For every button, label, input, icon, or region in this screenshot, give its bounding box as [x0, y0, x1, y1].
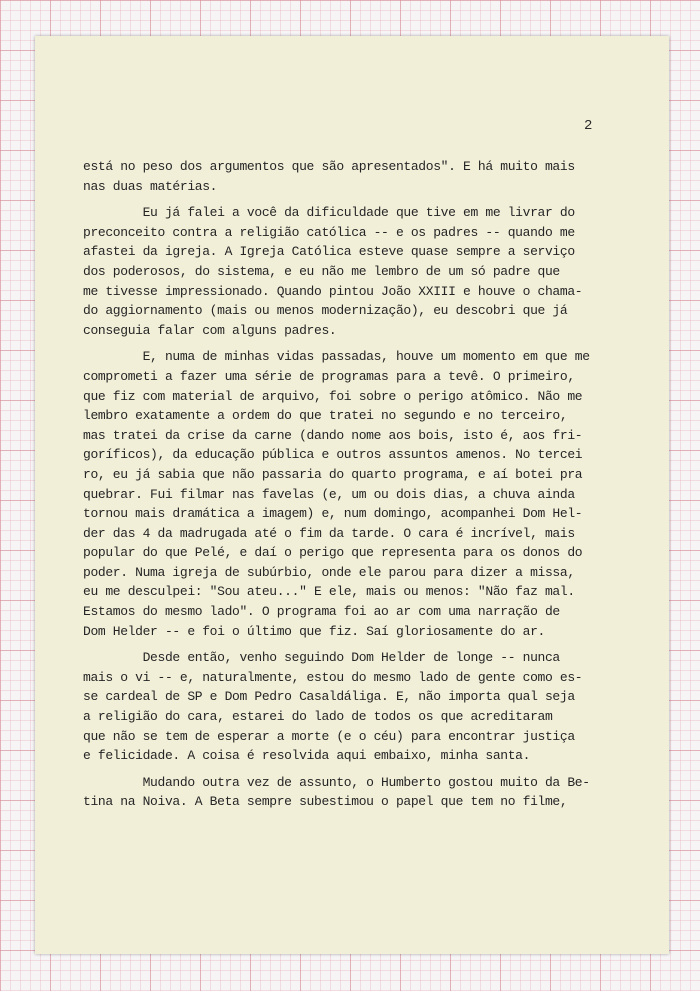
paragraph-gap [83, 766, 613, 773]
text-line: tina na Noiva. A Beta sempre subestimou o papel que tem no filme, [83, 794, 568, 810]
text-line: se cardeal de SP e Dom Pedro Casaldáliga. E, não importa qual seja [83, 689, 575, 705]
text-line: E, numa de minhas vidas passadas, houve um momento em que me [83, 349, 590, 365]
text-line: tornou mais dramática a imagem) e, num domingo, acompanhei Dom Hel- [83, 506, 583, 522]
text-line: popular do que Pelé, e daí o perigo que representa para os donos do [83, 545, 583, 561]
text-line: que fiz com material de arquivo, foi sobre o perigo atômico. Não me [83, 388, 583, 404]
text-line: Estamos do mesmo lado". O programa foi ao ar com uma narração de [83, 604, 560, 620]
text-line: conseguia falar com alguns padres. [83, 322, 337, 338]
page-number: 2 [584, 118, 593, 134]
text-line: der das 4 da madrugada até o fim da tarde. O cara é incrível, mais [83, 525, 575, 541]
text-line: Eu já falei a você da dificuldade que tive em me livrar do [83, 205, 575, 221]
text-line: afastei da igreja. A Igreja Católica esteve quase sempre a serviço [83, 244, 575, 260]
paragraph-gap [83, 340, 613, 347]
text-line: me tivesse impressionado. Quando pintou João XXIII e houve o chama- [83, 283, 583, 299]
text-line: mas tratei da crise da carne (dando nome aos bois, isto é, aos fri- [83, 427, 583, 443]
text-line: nas duas matérias. [83, 178, 218, 194]
text-line: do aggiornamento (mais ou menos modernização), eu descobri que já [83, 303, 568, 319]
text-line: que não se tem de esperar a morte (e o céu) para encontrar justiça [83, 728, 575, 744]
text-line: está no peso dos argumentos que são apresentados". E há muito mais [83, 159, 575, 174]
text-line: goríficos), da educação pública e outros assuntos amenos. No tercei [83, 447, 583, 463]
text-line: ro, eu já sabia que não passaria do quarto programa, e aí botei pra [83, 466, 583, 482]
paragraph-gap [83, 641, 613, 648]
text-line: quebrar. Fui filmar nas favelas (e, um ou dois dias, a chuva ainda [83, 486, 575, 502]
text-line: mais o vi -- e, naturalmente, estou do mesmo lado de gente como es- [83, 669, 583, 685]
paragraph-gap [83, 196, 613, 203]
text-line: dos poderosos, do sistema, e eu não me lembro de um só padre que [83, 263, 560, 279]
text-line: e felicidade. A coisa é resolvida aqui embaixo, minha santa. [83, 748, 531, 764]
text-line: poder. Numa igreja de subúrbio, onde ele parou para dizer a missa, [83, 564, 575, 580]
text-line: a religião do cara, estarei do lado de todos os que acreditaram [83, 709, 553, 725]
text-line: lembro exatamente a ordem do que tratei no segundo e no terceiro, [83, 408, 568, 424]
text-line: comprometi a fazer uma série de programas para a tevê. O primeiro, [83, 368, 575, 384]
text-line: Desde então, venho seguindo Dom Helder de longe -- nunca [83, 650, 560, 666]
text-line: Dom Helder -- e foi o último que fiz. Saí gloriosamente do ar. [83, 623, 545, 639]
text-line: Mudando outra vez de assunto, o Humberto gostou muito da Be- [83, 774, 590, 790]
typed-letter-text [83, 157, 613, 812]
text-line: preconceito contra a religião católica -- e os padres -- quando me [83, 224, 575, 240]
text-line: eu me desculpei: "Sou ateu..." E ele, mais ou menos: "Não faz mal. [83, 584, 575, 600]
